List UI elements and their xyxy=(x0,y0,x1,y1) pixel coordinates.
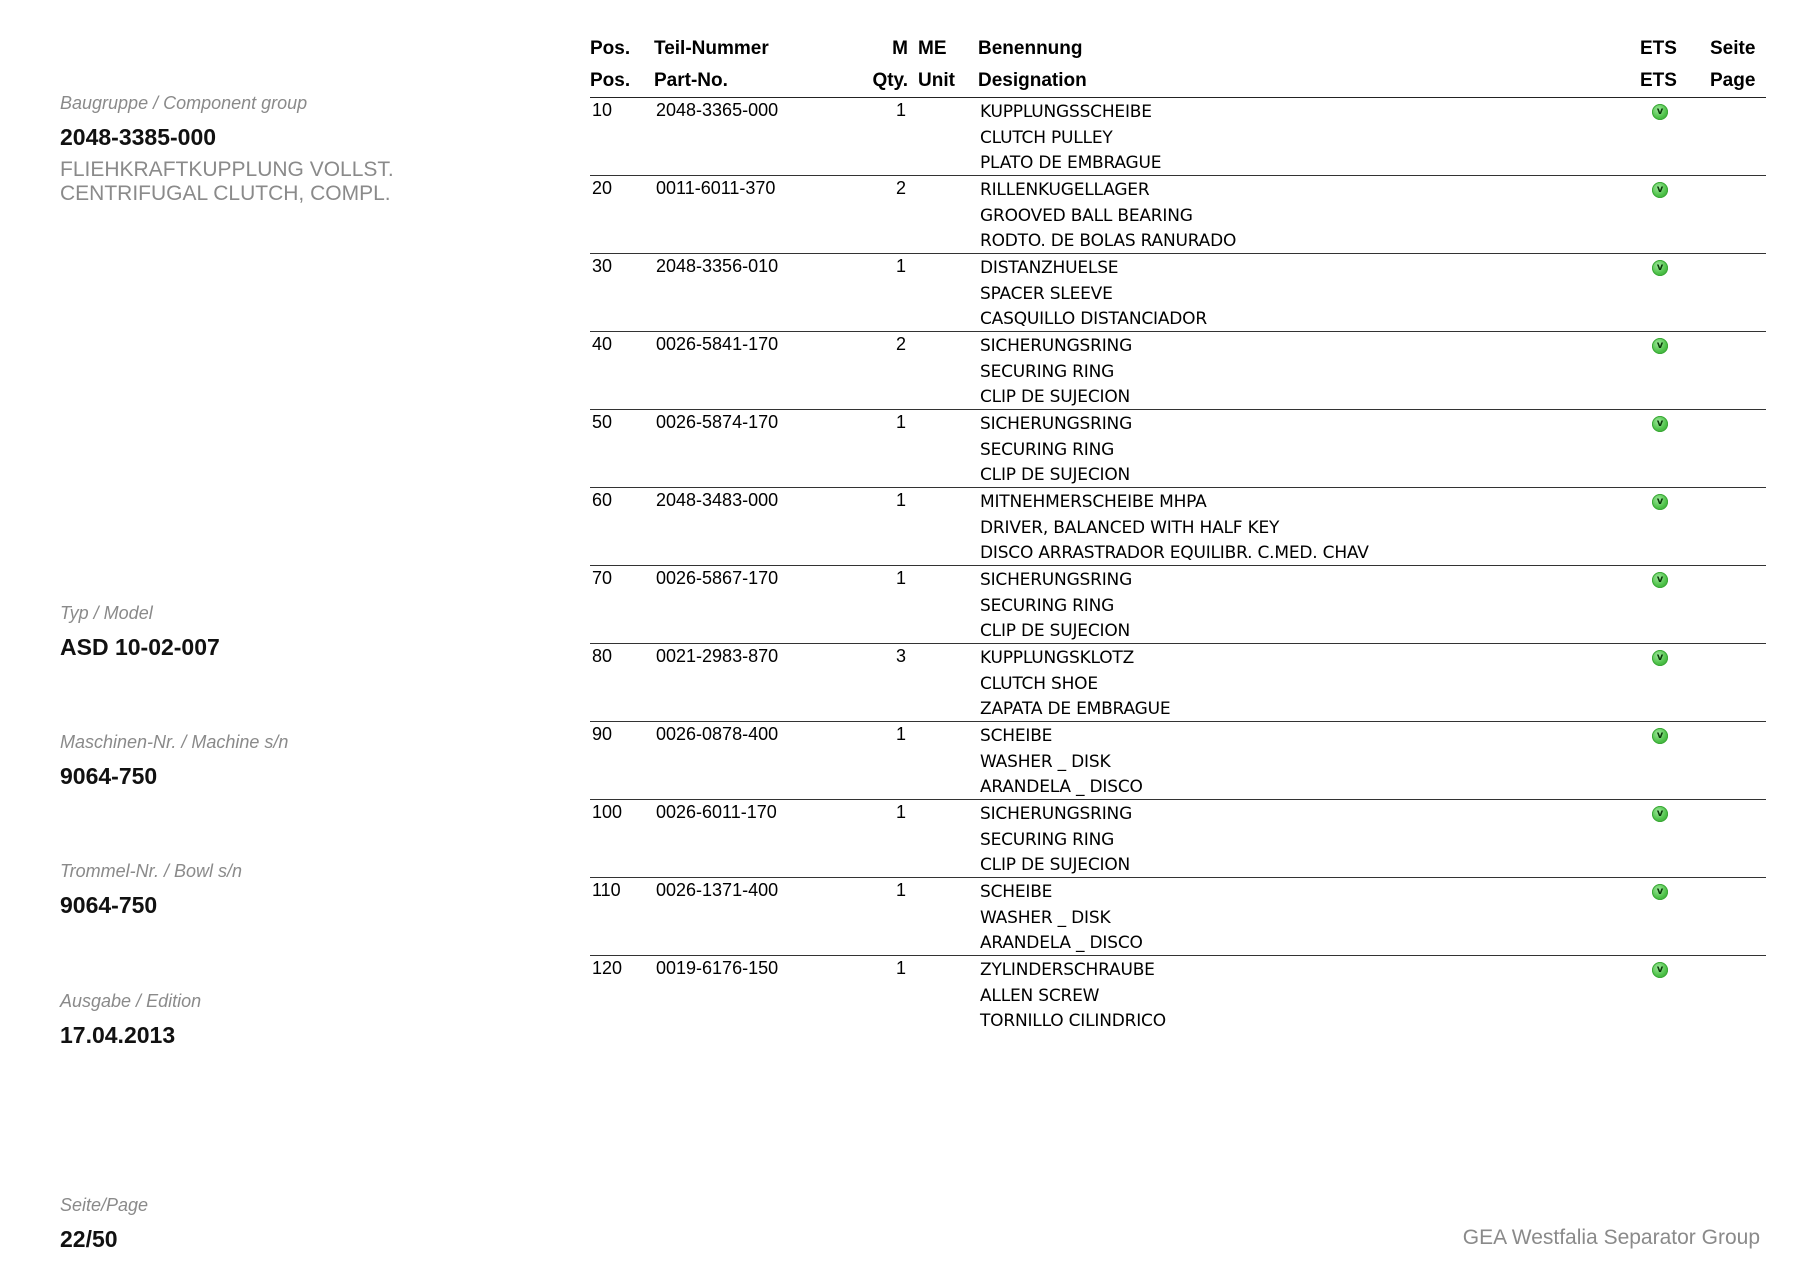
check-circle-icon: v xyxy=(1652,884,1668,900)
table-header-en xyxy=(590,64,1766,96)
header-part-en: Part-No. xyxy=(654,70,728,91)
pos-cell: 50 xyxy=(592,412,613,432)
table-row xyxy=(590,98,1766,176)
header-page-de: Seite xyxy=(1710,38,1756,59)
header-qty-en: Qty. xyxy=(872,70,908,91)
part-number-cell: 0026-1371-400 xyxy=(656,880,779,900)
part-number-cell: 0026-5867-170 xyxy=(656,568,779,588)
designation-de: SICHERUNGSRING xyxy=(980,414,1133,434)
header-unit-de: ME xyxy=(918,38,947,59)
model-value: ASD 10-02-007 xyxy=(60,634,220,660)
designation-en: SECURING RING xyxy=(980,829,1115,850)
designation-en: SECURING RING xyxy=(980,361,1115,382)
designation-es: TORNILLO CILINDRICO xyxy=(980,1011,1166,1031)
pos-cell: 90 xyxy=(592,724,613,744)
part-number-cell: 0021-2983-870 xyxy=(656,646,779,666)
designation-es: CLIP DE SUJECION xyxy=(980,621,1131,641)
designation-de: RILLENKUGELLAGER xyxy=(980,180,1150,200)
designation-en: GROOVED BALL BEARING xyxy=(980,205,1193,226)
qty-cell: 1 xyxy=(895,724,906,744)
designation-de: ZYLINDERSCHRAUBE xyxy=(980,960,1155,980)
designation-de: SICHERUNGSRING xyxy=(980,336,1133,356)
designation-de: KUPPLUNGSKLOTZ xyxy=(980,648,1135,668)
page-number: 22/50 xyxy=(60,1226,118,1252)
designation-es: CLIP DE SUJECION xyxy=(980,465,1131,485)
check-circle-icon: v xyxy=(1652,338,1668,354)
pos-cell: 10 xyxy=(592,100,613,120)
component-group-number: 2048-3385-000 xyxy=(60,124,217,150)
part-number-cell: 0026-0878-400 xyxy=(656,724,779,744)
edition-value: 17.04.2013 xyxy=(60,1022,176,1048)
designation-es: CASQUILLO DISTANCIADOR xyxy=(980,309,1207,329)
qty-cell: 1 xyxy=(895,958,906,978)
qty-cell: 3 xyxy=(895,646,906,666)
table-header-de xyxy=(590,32,1766,64)
designation-es: DISCO ARRASTRADOR EQUILIBR. C.MED. CHAV xyxy=(980,543,1369,563)
qty-cell: 1 xyxy=(895,802,906,822)
designation-es: ARANDELA _ DISCO xyxy=(980,777,1143,797)
qty-cell: 1 xyxy=(895,412,906,432)
part-number-cell: 2048-3483-000 xyxy=(656,490,779,510)
designation-cell xyxy=(980,958,1166,1035)
header-page-en: Page xyxy=(1710,70,1756,91)
designation-es: ARANDELA _ DISCO xyxy=(980,933,1143,953)
designation-cell xyxy=(980,334,1132,411)
designation-cell xyxy=(980,802,1132,879)
designation-en: ALLEN SCREW xyxy=(980,985,1100,1006)
pos-cell: 80 xyxy=(592,646,613,666)
table-row xyxy=(590,488,1766,566)
designation-cell xyxy=(980,412,1132,489)
pos-cell: 120 xyxy=(592,958,623,978)
pos-cell: 20 xyxy=(592,178,613,198)
header-part-de: Teil-Nummer xyxy=(654,38,769,59)
designation-cell xyxy=(980,724,1143,801)
qty-cell: 2 xyxy=(895,334,906,354)
qty-cell: 2 xyxy=(895,178,906,198)
pos-cell: 40 xyxy=(592,334,613,354)
table-row xyxy=(590,176,1766,254)
designation-en: DRIVER, BALANCED WITH HALF KEY xyxy=(980,517,1280,538)
part-number-cell: 0026-6011-170 xyxy=(656,802,777,822)
check-circle-icon: v xyxy=(1652,182,1668,198)
designation-de: SICHERUNGSRING xyxy=(980,570,1133,590)
pos-cell: 60 xyxy=(592,490,613,510)
qty-cell: 1 xyxy=(895,880,906,900)
designation-cell xyxy=(980,100,1161,177)
check-circle-icon: v xyxy=(1652,572,1668,588)
table-row xyxy=(590,800,1766,878)
designation-en: SECURING RING xyxy=(980,439,1115,460)
header-ets-de: ETS xyxy=(1640,38,1677,59)
part-number-cell: 0019-6176-150 xyxy=(656,958,779,978)
component-group-label: Baugruppe / Component group xyxy=(60,93,308,113)
part-number-cell: 2048-3365-000 xyxy=(656,100,779,120)
designation-es: RODTO. DE BOLAS RANURADO xyxy=(980,231,1237,251)
check-circle-icon: v xyxy=(1652,650,1668,666)
header-pos-en: Pos. xyxy=(590,70,631,91)
header-qty-de: M xyxy=(892,38,908,59)
designation-es: PLATO DE EMBRAGUE xyxy=(980,153,1162,173)
designation-de: MITNEHMERSCHEIBE MHPA xyxy=(980,492,1207,512)
qty-cell: 1 xyxy=(895,490,906,510)
designation-en: WASHER _ DISK xyxy=(980,751,1111,772)
machine-sn-label: Maschinen-Nr. / Machine s/n xyxy=(60,732,289,752)
bowl-sn-value: 9064-750 xyxy=(60,892,158,918)
designation-es: CLIP DE SUJECION xyxy=(980,855,1131,875)
parts-table xyxy=(590,32,1766,1033)
designation-de: KUPPLUNGSSCHEIBE xyxy=(980,102,1152,122)
designation-cell xyxy=(980,178,1236,255)
qty-cell: 1 xyxy=(895,256,906,276)
designation-de: SCHEIBE xyxy=(980,882,1053,902)
table-row xyxy=(590,878,1766,956)
component-group-name-en: CENTRIFUGAL CLUTCH, COMPL. xyxy=(60,182,391,205)
table-row xyxy=(590,410,1766,488)
designation-cell xyxy=(980,568,1132,645)
designation-de: SCHEIBE xyxy=(980,726,1053,746)
table-row xyxy=(590,644,1766,722)
bowl-sn-label: Trommel-Nr. / Bowl s/n xyxy=(60,861,243,881)
designation-cell xyxy=(980,490,1369,567)
header-ets-en: ETS xyxy=(1640,70,1677,91)
designation-cell xyxy=(980,880,1143,957)
check-circle-icon: v xyxy=(1652,104,1668,120)
designation-es: CLIP DE SUJECION xyxy=(980,387,1131,407)
qty-cell: 1 xyxy=(895,568,906,588)
part-number-cell: 2048-3356-010 xyxy=(656,256,779,276)
model-label: Typ / Model xyxy=(60,603,153,623)
designation-en: SECURING RING xyxy=(980,595,1115,616)
check-circle-icon: v xyxy=(1652,728,1668,744)
header-unit-en: Unit xyxy=(918,70,955,91)
header-designation-en: Designation xyxy=(978,70,1087,91)
check-circle-icon: v xyxy=(1652,416,1668,432)
page-label: Seite/Page xyxy=(60,1195,149,1215)
pos-cell: 70 xyxy=(592,568,613,588)
table-row xyxy=(590,566,1766,644)
qty-cell: 1 xyxy=(895,100,906,120)
check-circle-icon: v xyxy=(1652,962,1668,978)
designation-en: CLUTCH SHOE xyxy=(980,673,1098,694)
part-number-cell: 0026-5874-170 xyxy=(656,412,779,432)
component-group-name-de: FLIEHKRAFTKUPPLUNG VOLLST. xyxy=(60,158,394,181)
designation-de: SICHERUNGSRING xyxy=(980,804,1133,824)
pos-cell: 110 xyxy=(592,880,621,900)
designation-cell xyxy=(980,646,1170,723)
designation-es: ZAPATA DE EMBRAGUE xyxy=(980,699,1171,719)
table-row xyxy=(590,332,1766,410)
header-designation-de: Benennung xyxy=(978,38,1083,59)
check-circle-icon: v xyxy=(1652,806,1668,822)
table-row xyxy=(590,956,1766,1033)
designation-en: WASHER _ DISK xyxy=(980,907,1111,928)
check-circle-icon: v xyxy=(1652,260,1668,276)
header-pos-de: Pos. xyxy=(590,38,631,59)
edition-label: Ausgabe / Edition xyxy=(60,991,202,1011)
designation-en: SPACER SLEEVE xyxy=(980,283,1113,304)
machine-sn-value: 9064-750 xyxy=(60,763,158,789)
pos-cell: 30 xyxy=(592,256,613,276)
table-body xyxy=(590,98,1766,1033)
part-number-cell: 0026-5841-170 xyxy=(656,334,779,354)
designation-en: CLUTCH PULLEY xyxy=(980,127,1113,148)
table-row xyxy=(590,722,1766,800)
table-row xyxy=(590,254,1766,332)
pos-cell: 100 xyxy=(592,802,623,822)
brand-footer: GEA Westfalia Separator Group xyxy=(1462,1226,1760,1249)
check-circle-icon: v xyxy=(1652,494,1668,510)
designation-de: DISTANZHUELSE xyxy=(980,258,1119,278)
designation-cell xyxy=(980,256,1207,333)
part-number-cell: 0011-6011-370 xyxy=(656,178,776,198)
